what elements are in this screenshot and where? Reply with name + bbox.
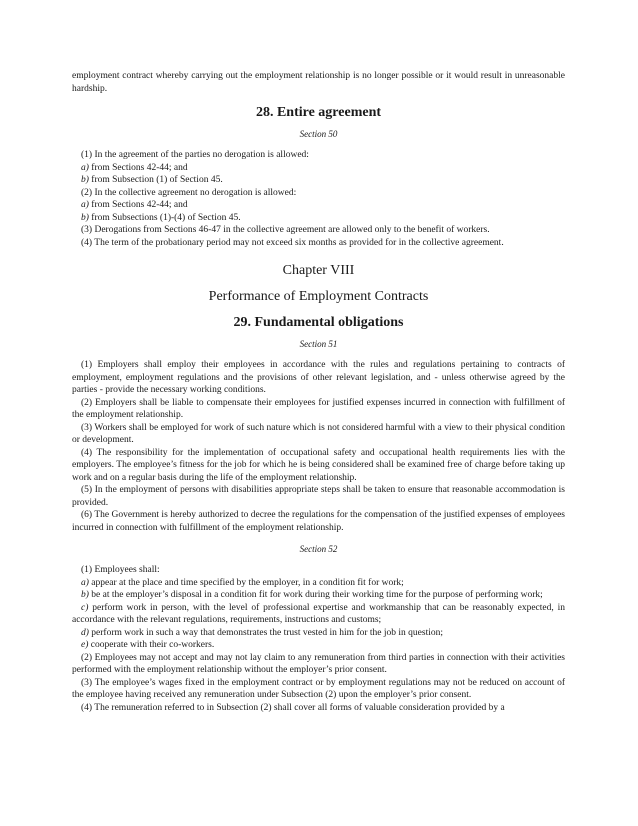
list-item: b) from Subsection (1) of Section 45. xyxy=(81,175,223,185)
list-item: (2) In the collective agreement no derogation is allowed: xyxy=(81,187,297,198)
list-item: b) from Subsections (1)-(4) of Section 45. xyxy=(81,212,241,223)
list-item: d) perform work in such a way that demonstrates the trust vested in him for the job in question; xyxy=(81,627,443,638)
list-item: (3) Derogations from Sections 46-47 in the collective agreement are allowed only to the benefit of workers. xyxy=(81,225,490,235)
list-item: b) be at the employer’s disposal in a condition fit for work during their working time for the purpose of performing work; xyxy=(81,590,543,600)
chapter-number: Chapter VIII xyxy=(282,263,355,278)
section-51-paragraph: (1) Employers shall employ their employees in accordance with the rules and regulations pertaining to contracts of employment, employment regulations and the provisions of other relevant legislation, and - unless otherwise agreed by the parties - provide the necessary working conditions. xyxy=(72,360,565,395)
list-item: (2) Employees may not accept and may not lay claim to any remuneration from third parties in connection with their activities performed with the employment relationship without the employer’s prior consent. xyxy=(72,652,565,675)
heading-fundamental-obligations: 29. Fundamental obligations xyxy=(233,315,404,330)
document-page xyxy=(72,70,565,714)
list-item: (4) The remuneration referred to in Subsection (2) shall cover all forms of valuable consideration provided by a xyxy=(81,702,505,713)
list-item: c) perform work in person, with the level of professional expertise and workmanship that can be reasonably expected, in accordance with the relevant regulations, requirements, instructions and customs; xyxy=(72,602,565,625)
section-51-paragraph: (2) Employers shall be liable to compensate their employees for justified expenses incurred in connection with fulfillment of the employment relationship. xyxy=(72,397,565,420)
section-51-paragraph: (4) The responsibility for the implementation of occupational safety and occupational health requirements lies with the employers. The employee’s fitness for the job for which he is being considered shall be examined free of charge before taking up work and on a regular basis during the life of the employment relationship. xyxy=(72,447,565,483)
chapter-title: Performance of Employment Contracts xyxy=(208,289,429,304)
section-51-paragraph: (5) In the employment of persons with disabilities appropriate steps shall be taken to ensure that reasonable accommodation is provided. xyxy=(72,485,565,508)
list-item: a) appear at the place and time specified by the employer, in a condition fit for work; xyxy=(81,577,404,588)
section-51-title: Section 51 xyxy=(299,339,338,349)
section-50-list xyxy=(72,149,565,249)
list-item: a) from Sections 42-44; and xyxy=(81,200,188,210)
section-52-title: Section 52 xyxy=(299,544,338,554)
intro-paragraph: employment contract whereby carrying out the employment relationship is no longer possible or it would result in unreasonable hardship. xyxy=(72,71,565,94)
list-item: e) cooperate with their co-workers. xyxy=(81,640,215,650)
heading-entire-agreement: 28. Entire agreement xyxy=(255,105,382,120)
list-item: (1) Employees shall: xyxy=(81,565,160,575)
list-item: (3) The employee’s wages fixed in the employment contract or by employment regulations may not be reduced on account of the employee having received any remuneration under Subsection (2) upon the employer’s prior consent. xyxy=(72,677,565,700)
section-50-title: Section 50 xyxy=(299,129,338,139)
list-item: (1) In the agreement of the parties no derogation is allowed: xyxy=(81,150,309,160)
list-item: (4) The term of the probationary period may not exceed six months as provided for in the collective agreement. xyxy=(81,237,504,248)
list-item: a) from Sections 42-44; and xyxy=(81,162,188,173)
section-51-paragraph: (6) The Government is hereby authorized to decree the regulations for the compensation of the justified expenses of employees incurred in connection with fulfillment of the employment relationship. xyxy=(72,510,565,533)
section-52-list xyxy=(72,564,565,714)
section-51-paragraph: (3) Workers shall be employed for work of such nature which is not considered harmful with a view to their physical condition or development. xyxy=(72,422,565,445)
